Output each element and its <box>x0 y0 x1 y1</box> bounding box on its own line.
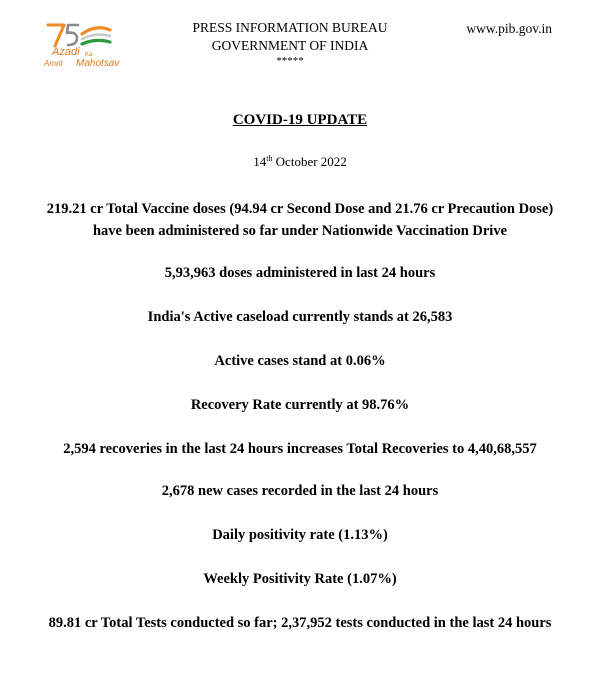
item-total-vaccine-doses: 219.21 cr Total Vaccine doses (94.94 cr Second Dose and 21.76 cr Precaution Dose) have been administered so far under Nationwide Vaccination Drive <box>46 201 554 239</box>
logo-text-ka: Ka <box>85 52 93 58</box>
item-recoveries-last-24h: 2,594 recoveries in the last 24 hours increases Total Recoveries to 4,40,68,557 <box>63 441 537 457</box>
logo-text-azadi: Azadi <box>52 46 80 58</box>
org-name: PRESS INFORMATION BUREAU <box>192 20 388 35</box>
date-ordinal-suffix: th <box>266 154 273 163</box>
logo-text-amrit: Amrit <box>44 59 63 68</box>
release-date <box>0 154 600 170</box>
item-active-cases-percent: Active cases stand at 0.06% <box>214 353 386 369</box>
item-weekly-positivity: Weekly Positivity Rate (1.07%) <box>203 571 397 587</box>
item-total-tests: 89.81 cr Total Tests conducted so far; 2,37,952 tests conducted in the last 24 hours <box>48 615 552 631</box>
header-stars: ***** <box>276 55 304 67</box>
item-doses-last-24h: 5,93,963 doses administered in last 24 hours <box>164 265 436 281</box>
website-url: www.pib.gov.in <box>466 21 552 36</box>
page-title: COVID-19 UPDATE <box>232 112 368 128</box>
item-new-cases: 2,678 new cases recorded in the last 24 hours <box>161 483 439 499</box>
update-items <box>40 198 560 634</box>
item-recovery-rate: Recovery Rate currently at 98.76% <box>190 397 410 413</box>
date-month-year: October 2022 <box>272 154 347 169</box>
org-government: GOVERNMENT OF INDIA <box>211 38 369 53</box>
item-active-caseload: India's Active caseload currently stands at 26,583 <box>147 309 453 325</box>
logo-text-mahotsav: Mahotsav <box>76 58 120 69</box>
azadi-ka-amrit-mahotsav-logo <box>42 22 142 72</box>
organization-header <box>150 19 430 67</box>
date-day: 14 <box>253 154 267 169</box>
item-daily-positivity: Daily positivity rate (1.13%) <box>212 527 388 543</box>
